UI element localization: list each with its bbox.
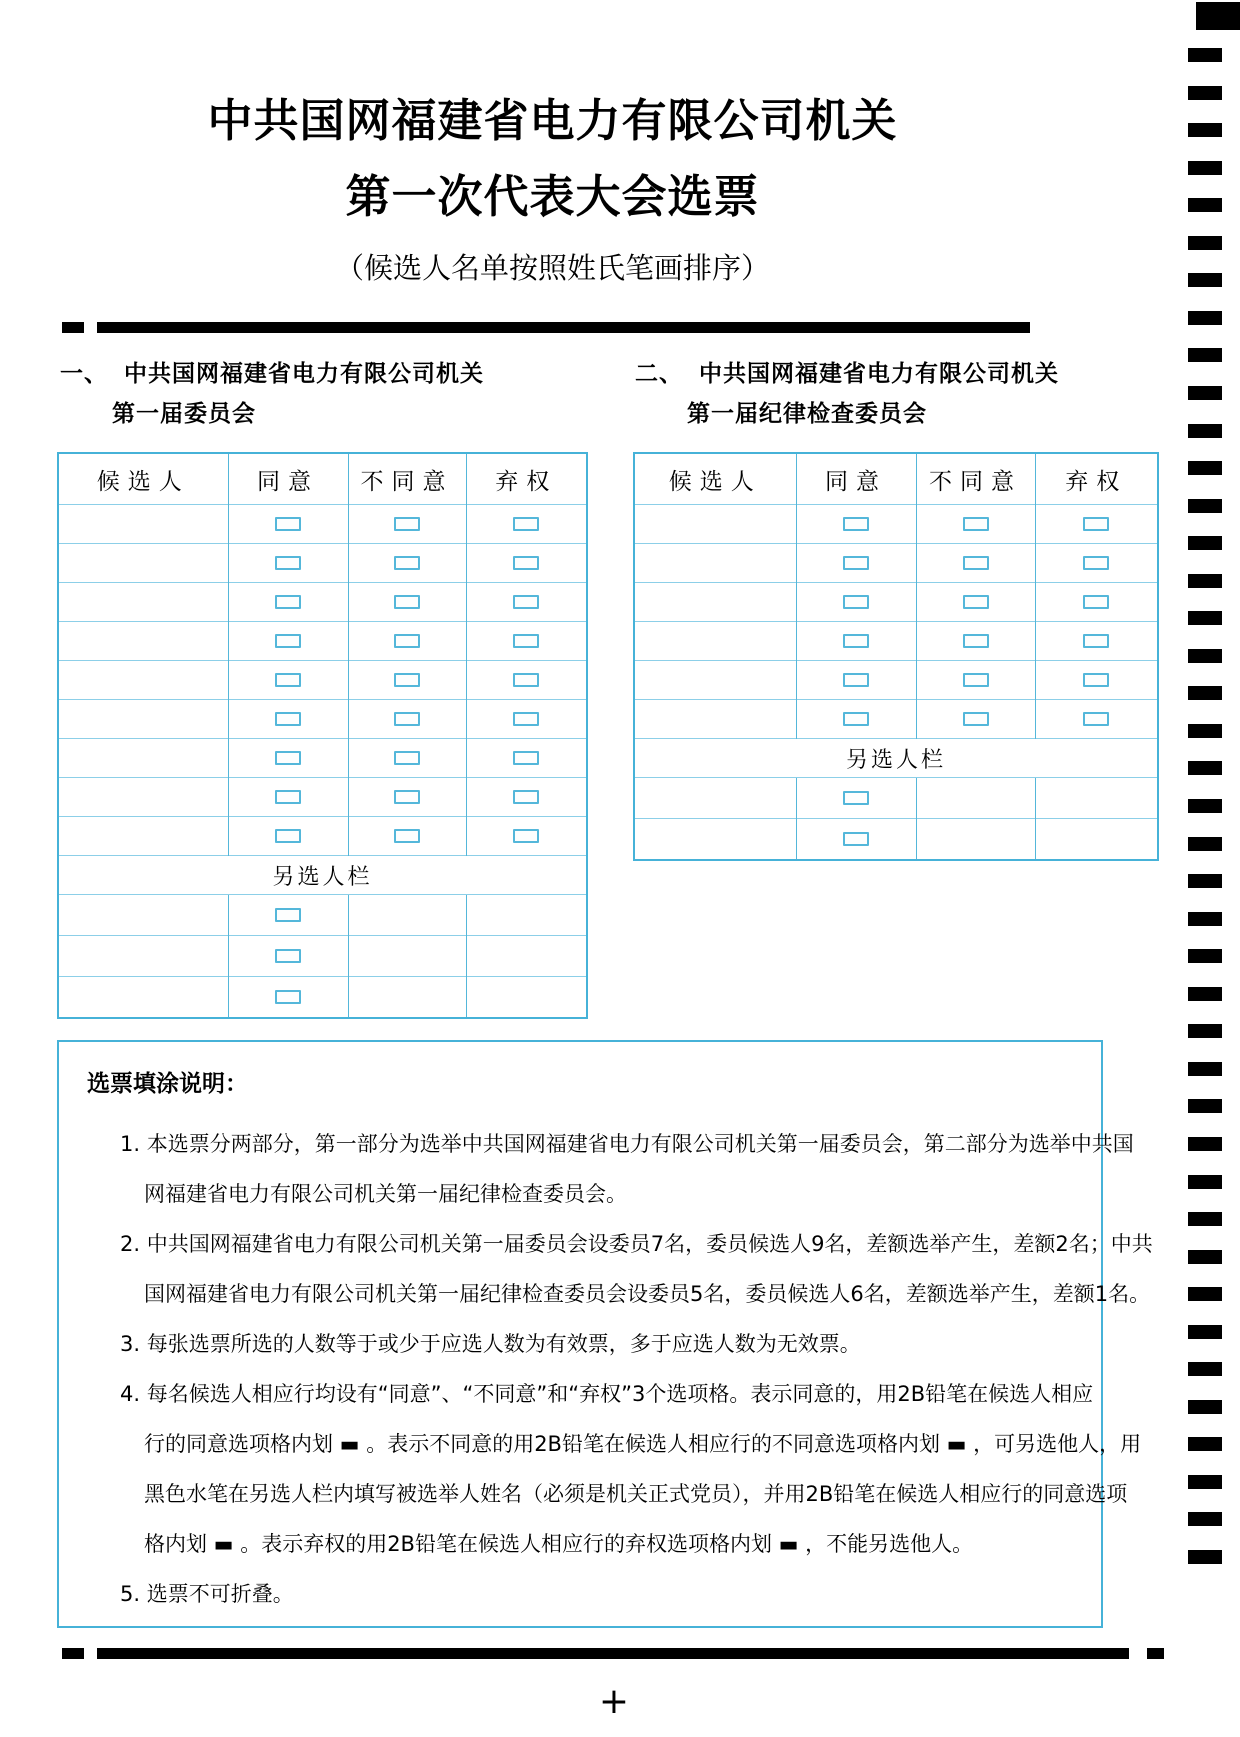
agree-checkbox[interactable] (275, 829, 301, 843)
section-2-number: 二、 (635, 361, 683, 387)
edge-dash (1188, 649, 1222, 663)
instruction-line: 国网福建省电力有限公司机关第一届纪律检查委员会设委员5名，委员候选人6名，差额选举产生，差额1名。 (144, 1282, 1151, 1306)
agree-checkbox[interactable] (843, 712, 869, 726)
instruction-line: 网福建省电力有限公司机关第一届纪律检查委员会。 (144, 1182, 627, 1206)
discipline-ballot-table (633, 452, 1159, 861)
instruction-line: 2. 中共国网福建省电力有限公司机关第一届委员会设委员7名，委员候选人9名，差额选举产生，差额2名；中共 (120, 1232, 1153, 1256)
abstain-checkbox-cell (466, 778, 587, 817)
write-in-name-cell[interactable] (634, 819, 796, 861)
disagree-checkbox[interactable] (394, 673, 420, 687)
edge-dash (1188, 987, 1222, 1001)
edge-dash (1188, 1212, 1222, 1226)
agree-checkbox[interactable] (275, 790, 301, 804)
candidate-row (634, 661, 1158, 700)
disagree-checkbox-cell (916, 544, 1035, 583)
abstain-checkbox[interactable] (1083, 712, 1109, 726)
empty-option-cell (348, 977, 466, 1019)
separator-square-left (62, 322, 84, 333)
abstain-checkbox-cell (1035, 544, 1158, 583)
agree-checkbox[interactable] (275, 517, 301, 531)
empty-option-cell (1035, 778, 1158, 819)
write-in-name-cell[interactable] (58, 936, 228, 977)
abstain-checkbox[interactable] (513, 712, 539, 726)
disagree-checkbox[interactable] (394, 595, 420, 609)
edge-dash (1188, 874, 1222, 888)
candidate-name-cell[interactable] (634, 700, 796, 739)
disagree-checkbox-cell (348, 661, 466, 700)
candidate-row (58, 739, 587, 778)
disagree-checkbox[interactable] (394, 556, 420, 570)
separator-bar (97, 322, 1030, 333)
abstain-checkbox-cell (1035, 661, 1158, 700)
candidate-name-cell[interactable] (634, 622, 796, 661)
agree-checkbox-cell (228, 936, 348, 977)
abstain-checkbox[interactable] (1083, 634, 1109, 648)
candidate-row (58, 583, 587, 622)
instruction-line: 黑色水笔在另选人栏内填写被选举人姓名（必须是机关正式党员），并用2B铅笔在候选人相应行的同意选项 (144, 1482, 1128, 1506)
write-in-name-cell[interactable] (58, 895, 228, 936)
disagree-checkbox-cell (916, 622, 1035, 661)
candidate-name-cell[interactable] (634, 544, 796, 583)
abstain-checkbox-cell (466, 583, 587, 622)
edge-dash (1188, 912, 1222, 926)
column-header-2: 不同意 (348, 453, 466, 505)
write-in-row (58, 895, 587, 936)
empty-option-cell (1035, 819, 1158, 861)
agree-checkbox-cell (228, 977, 348, 1019)
agree-checkbox[interactable] (843, 595, 869, 609)
ballot-subtitle: （候选人名单按照姓氏笔画排序） (334, 251, 770, 285)
write-in-name-cell[interactable] (634, 778, 796, 819)
agree-checkbox-cell (796, 700, 916, 739)
abstain-checkbox[interactable] (513, 673, 539, 687)
edge-dash (1188, 837, 1222, 851)
write-in-row (58, 936, 587, 977)
edge-dash (1188, 161, 1222, 175)
edge-dash (1188, 1437, 1222, 1451)
disagree-checkbox-cell (348, 739, 466, 778)
edge-dash (1188, 273, 1222, 287)
write-in-row (58, 977, 587, 1019)
agree-checkbox-cell (796, 583, 916, 622)
candidate-row (634, 505, 1158, 544)
instruction-line: 4. 每名候选人相应行均设有“同意”、“不同意”和“弃权”3个选项格。表示同意的，用2B铅笔在候选人相应 (120, 1382, 1094, 1406)
edge-dash (1188, 799, 1222, 813)
edge-dash (1188, 574, 1222, 588)
agree-checkbox[interactable] (275, 673, 301, 687)
column-header-3: 弃权 (466, 453, 587, 505)
column-header-0: 候选人 (668, 468, 762, 495)
disagree-checkbox-cell (348, 505, 466, 544)
edge-dash (1188, 311, 1222, 325)
empty-option-cell (916, 819, 1035, 861)
edge-dash (1188, 198, 1222, 212)
abstain-checkbox[interactable] (513, 517, 539, 531)
agree-checkbox[interactable] (275, 949, 301, 963)
edge-dash (1188, 424, 1222, 438)
candidate-row (58, 700, 587, 739)
candidate-name-cell[interactable] (58, 544, 228, 583)
column-header-1: 同意 (796, 453, 916, 505)
disagree-checkbox-cell (916, 505, 1035, 544)
section-1-heading (60, 361, 484, 428)
column-header-1: 同意 (228, 453, 348, 505)
disagree-checkbox[interactable] (963, 634, 989, 648)
disagree-checkbox[interactable] (963, 673, 989, 687)
edge-dash (1188, 48, 1222, 62)
edge-dash (1188, 1287, 1222, 1301)
candidate-row (58, 622, 587, 661)
edge-dash (1188, 1099, 1222, 1113)
edge-dash (1188, 236, 1222, 250)
disagree-checkbox[interactable] (963, 712, 989, 726)
edge-dash (1188, 1400, 1222, 1414)
disagree-checkbox[interactable] (394, 517, 420, 531)
registration-plus-mark: + (598, 1681, 630, 1722)
agree-checkbox-cell (796, 819, 916, 861)
agree-checkbox[interactable] (843, 673, 869, 687)
instruction-line: 3. 每张选票所选的人数等于或少于应选人数为有效票，多于应选人数为无效票。 (120, 1332, 861, 1356)
edge-dash (1188, 1512, 1222, 1526)
section-1-number: 一、 (60, 361, 108, 387)
edge-dash (1188, 724, 1222, 738)
candidate-row (58, 661, 587, 700)
column-header-0: 候选人 (96, 468, 190, 495)
agree-checkbox[interactable] (843, 634, 869, 648)
candidate-name-cell[interactable] (634, 583, 796, 622)
abstain-checkbox[interactable] (513, 751, 539, 765)
abstain-checkbox[interactable] (1083, 673, 1109, 687)
disagree-checkbox[interactable] (963, 517, 989, 531)
edge-dash (1188, 686, 1222, 700)
disagree-checkbox-cell (916, 700, 1035, 739)
write-in-section-label: 另选人栏 (634, 739, 1158, 778)
edge-dash (1188, 386, 1222, 400)
disagree-checkbox-cell (348, 817, 466, 856)
candidate-row (634, 700, 1158, 739)
agree-checkbox[interactable] (275, 990, 301, 1004)
abstain-checkbox-cell (466, 544, 587, 583)
edge-dash (1188, 348, 1222, 362)
write-in-row (634, 819, 1158, 861)
edge-dash (1188, 1325, 1222, 1339)
abstain-checkbox-cell (1035, 505, 1158, 544)
agree-checkbox-cell (228, 583, 348, 622)
abstain-checkbox[interactable] (513, 595, 539, 609)
abstain-checkbox[interactable] (1083, 556, 1109, 570)
disagree-checkbox-cell (348, 622, 466, 661)
disagree-checkbox-cell (348, 778, 466, 817)
candidate-name-cell[interactable] (634, 661, 796, 700)
edge-dash (1188, 761, 1222, 775)
edge-dash (1188, 1175, 1222, 1189)
candidate-name-cell[interactable] (58, 700, 228, 739)
agree-checkbox[interactable] (275, 556, 301, 570)
candidate-row (58, 817, 587, 856)
agree-checkbox-cell (228, 622, 348, 661)
column-header-3: 弃权 (1035, 453, 1158, 505)
separator-square-left (62, 1648, 84, 1659)
instruction-line: 格内划 ▬ 。表示弃权的用2B铅笔在候选人相应行的弃权选项格内划 ▬ ，不能另选他人。 (144, 1532, 974, 1556)
agree-checkbox[interactable] (275, 712, 301, 726)
separator-dash-right (1147, 1648, 1164, 1659)
agree-checkbox-cell (796, 544, 916, 583)
table-header-row (58, 453, 587, 505)
abstain-checkbox-cell (466, 622, 587, 661)
agree-checkbox-cell (228, 700, 348, 739)
edge-dash (1188, 499, 1222, 513)
section-1-heading-line2: 第一届委员会 (112, 401, 256, 427)
empty-option-cell (466, 977, 587, 1019)
candidate-row (58, 544, 587, 583)
write-in-name-cell[interactable] (58, 977, 228, 1019)
section-2-title: 中共国网福建省电力有限公司机关 (699, 361, 1059, 387)
agree-checkbox-cell (796, 505, 916, 544)
empty-option-cell (466, 936, 587, 977)
abstain-checkbox[interactable] (513, 556, 539, 570)
empty-option-cell (466, 895, 587, 936)
candidate-row (634, 622, 1158, 661)
candidate-name-cell[interactable] (58, 505, 228, 544)
disagree-checkbox[interactable] (394, 790, 420, 804)
section-2-heading (635, 361, 1059, 428)
section-1-heading-line1 (60, 361, 484, 388)
table-header-row (634, 453, 1158, 505)
separator-bar (97, 1648, 1129, 1659)
edge-dash (1188, 123, 1222, 137)
disagree-checkbox[interactable] (394, 751, 420, 765)
candidate-name-cell[interactable] (58, 583, 228, 622)
agree-checkbox[interactable] (843, 556, 869, 570)
agree-checkbox[interactable] (843, 791, 869, 805)
abstain-checkbox-cell (466, 817, 587, 856)
edge-dash (1188, 949, 1222, 963)
instruction-line: 1. 本选票分两部分，第一部分为选举中共国网福建省电力有限公司机关第一届委员会，第二部分为选举中共国 (120, 1132, 1134, 1156)
ballot-title-line2: 第一次代表大会选票 (345, 170, 760, 223)
empty-option-cell (348, 895, 466, 936)
abstain-checkbox[interactable] (513, 829, 539, 843)
edge-dash (1188, 1137, 1222, 1151)
agree-checkbox[interactable] (275, 595, 301, 609)
edge-dash (1188, 86, 1222, 100)
instructions-lines (59, 1119, 1153, 1619)
edge-dash (1188, 461, 1222, 475)
disagree-checkbox-cell (916, 661, 1035, 700)
committee-ballot-table (57, 452, 588, 1019)
disagree-checkbox[interactable] (963, 595, 989, 609)
disagree-checkbox[interactable] (394, 829, 420, 843)
edge-dash (1188, 1550, 1222, 1564)
abstain-checkbox[interactable] (1083, 595, 1109, 609)
edge-dash (1188, 1062, 1222, 1076)
candidate-row (634, 583, 1158, 622)
agree-checkbox-cell (796, 622, 916, 661)
agree-checkbox[interactable] (275, 908, 301, 922)
agree-checkbox-cell (796, 778, 916, 819)
abstain-checkbox-cell (466, 739, 587, 778)
corner-block (1196, 2, 1240, 30)
write-in-row (634, 778, 1158, 819)
agree-checkbox[interactable] (843, 517, 869, 531)
ballot-title-line1: 中共国网福建省电力有限公司机关 (207, 94, 898, 147)
abstain-checkbox-cell (466, 505, 587, 544)
agree-checkbox-cell (228, 778, 348, 817)
abstain-checkbox-cell (1035, 583, 1158, 622)
disagree-checkbox-cell (916, 583, 1035, 622)
instructions-heading: 选票填涂说明： (87, 1071, 248, 1097)
instruction-line: 行的同意选项格内划 ▬ 。表示不同意的用2B铅笔在候选人相应行的不同意选项格内划 ▬ ，可另选他人，用 (144, 1432, 1142, 1456)
edge-dash (1188, 1250, 1222, 1264)
agree-checkbox[interactable] (843, 832, 869, 846)
write-in-section-label: 另选人栏 (58, 856, 587, 895)
disagree-checkbox-cell (348, 700, 466, 739)
agree-checkbox[interactable] (275, 634, 301, 648)
disagree-checkbox[interactable] (394, 634, 420, 648)
candidate-row (58, 778, 587, 817)
section-2-heading-line1 (635, 361, 1059, 388)
candidate-name-cell[interactable] (58, 778, 228, 817)
agree-checkbox-cell (228, 739, 348, 778)
write-in-label-row (634, 739, 1158, 778)
edge-dash (1188, 1362, 1222, 1376)
abstain-checkbox-cell (466, 661, 587, 700)
disagree-checkbox[interactable] (394, 712, 420, 726)
disagree-checkbox-cell (348, 544, 466, 583)
section-1-title: 中共国网福建省电力有限公司机关 (124, 361, 484, 387)
instructions-box (57, 1040, 1153, 1628)
agree-checkbox-cell (228, 895, 348, 936)
abstain-checkbox[interactable] (1083, 517, 1109, 531)
candidate-name-cell[interactable] (58, 817, 228, 856)
agree-checkbox-cell (228, 505, 348, 544)
candidate-name-cell[interactable] (634, 505, 796, 544)
agree-checkbox-cell (228, 544, 348, 583)
disagree-checkbox[interactable] (963, 556, 989, 570)
agree-checkbox-cell (228, 817, 348, 856)
empty-option-cell (916, 778, 1035, 819)
edge-dash (1188, 1024, 1222, 1038)
section-2-heading-line2: 第一届纪律检查委员会 (687, 401, 927, 427)
edge-dash (1188, 536, 1222, 550)
candidate-name-cell[interactable] (58, 739, 228, 778)
candidate-row (634, 544, 1158, 583)
write-in-label-row (58, 856, 587, 895)
abstain-checkbox-cell (466, 700, 587, 739)
agree-checkbox-cell (796, 661, 916, 700)
abstain-checkbox-cell (1035, 700, 1158, 739)
candidate-row (58, 505, 587, 544)
abstain-checkbox-cell (1035, 622, 1158, 661)
edge-dash (1188, 1475, 1222, 1489)
abstain-checkbox[interactable] (513, 634, 539, 648)
instruction-line: 5. 选票不可折叠。 (120, 1582, 294, 1606)
agree-checkbox[interactable] (275, 751, 301, 765)
abstain-checkbox[interactable] (513, 790, 539, 804)
disagree-checkbox-cell (348, 583, 466, 622)
candidate-name-cell[interactable] (58, 661, 228, 700)
column-header-2: 不同意 (916, 453, 1035, 505)
agree-checkbox-cell (228, 661, 348, 700)
empty-option-cell (348, 936, 466, 977)
edge-dash (1188, 611, 1222, 625)
candidate-name-cell[interactable] (58, 622, 228, 661)
